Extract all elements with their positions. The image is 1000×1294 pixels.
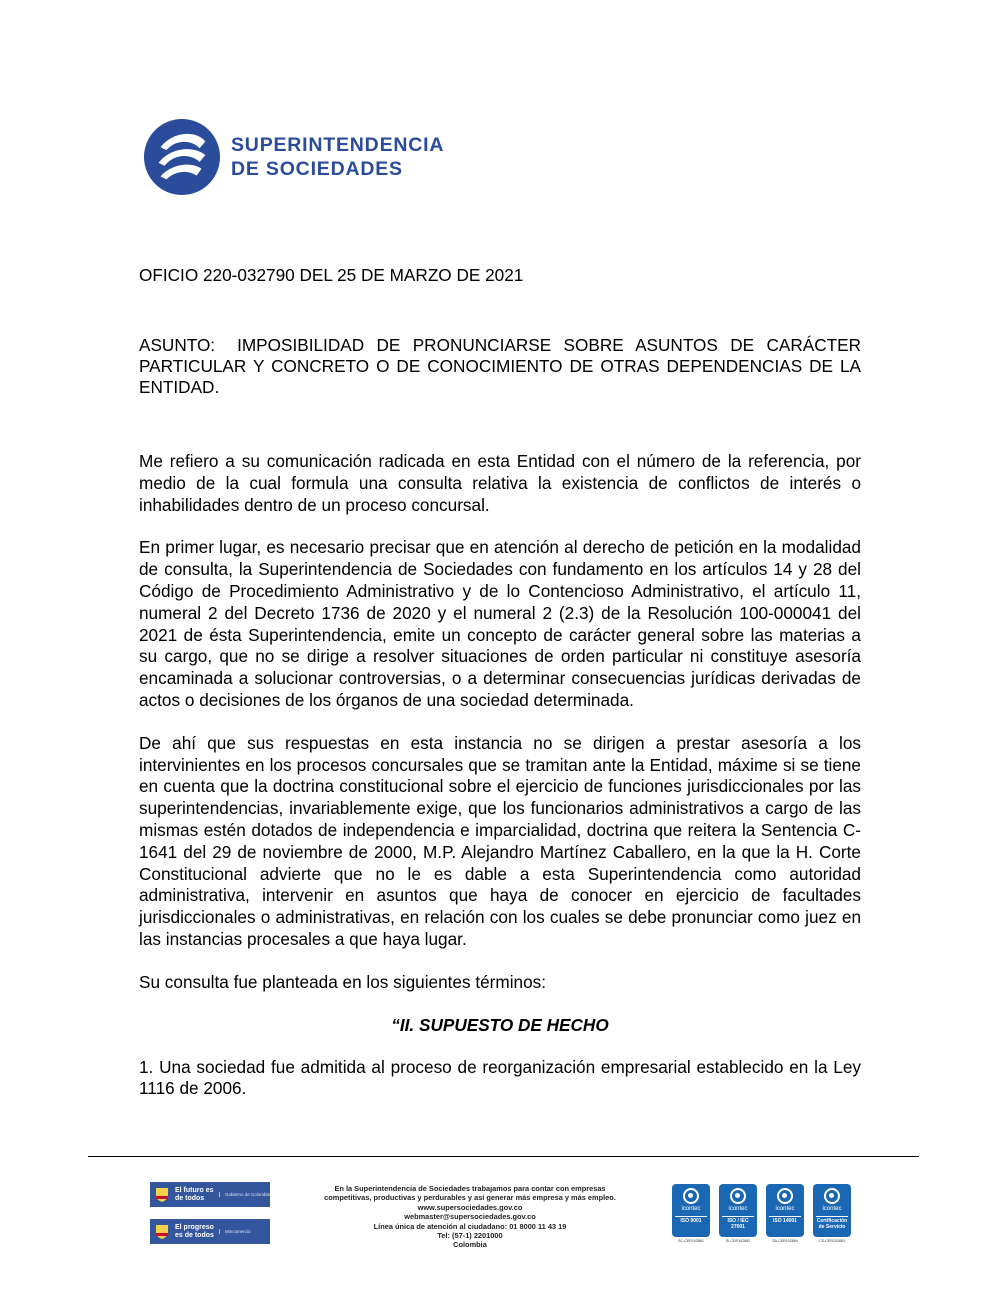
organization-name-line1: SUPERINTENDENCIA [231, 134, 445, 156]
cert-standard: ISO / IEC 27001 [722, 1216, 754, 1230]
document-reference: OFICIO 220-032790 DEL 25 DE MARZO DE 2021 [139, 265, 524, 285]
cert-brand: icontec [822, 1206, 842, 1212]
supersociedades-logo-icon [143, 118, 221, 196]
paragraph: De ahí que sus respuestas en esta instancia no se dirigen a prestar asesoría a los intervinientes en los procesos concursales que se tramitan ante la Entidad, máxime si se tiene en cuenta que la doctrina constitucional sobre el ejercicio de funciones jurisdiccionales por las superintendencias, invariablemente exige, que los funcionarios administrativos a cargo de las mismas estén dotados de independencia e imparcialidad, doctrina que reitera la Sentencia C-1641 del 29 de noviembre de 2000, M.P. Alejandro Martínez Caballero, en la que la H. Corte Constitucional advierte que no le es dable a esta Superintendencia como autoridad administrativa, intervenir en asuntos que haya de conocer en ejercicio de facultades jurisdiccionales o administrativas, en relación con los cuales se debe pronunciar como juez en las instancias procesales a que haya lugar. [139, 732, 861, 949]
section-heading: “II. SUPUESTO DE HECHO [391, 1014, 609, 1035]
organization-logo [143, 118, 444, 196]
cert-code: SA-CER102864 [772, 1239, 798, 1243]
gov-badge-sub: Mincomercio [219, 1229, 251, 1234]
footer-line: Tel: (57-1) 2201000 [437, 1231, 503, 1241]
footer-line: En la Superintendencia de Sociedades trabajamos para contar con empresas [334, 1184, 606, 1193]
gov-badge-futuro [150, 1182, 270, 1207]
cert-brand: icontec [775, 1206, 795, 1212]
gov-badge-main: El progreso es de todos [175, 1224, 214, 1239]
gov-badge-progreso [150, 1219, 270, 1244]
organization-name [231, 133, 444, 181]
footer-contact [280, 1184, 660, 1250]
cert-brand: icontec [728, 1206, 748, 1212]
footer-line: Línea única de atención al ciudadano: 01 8000 11 43 19 [373, 1221, 567, 1231]
cert-badge [671, 1184, 711, 1244]
cert-standard: ISO 14001 [769, 1216, 801, 1225]
cert-standard: ISO 9001 [675, 1216, 707, 1225]
footer-line: Colombia [453, 1240, 487, 1250]
gov-badge-main: El futuro es de todos [175, 1187, 214, 1202]
footer-divider [88, 1156, 919, 1157]
cert-code: CS-CER102863 [819, 1239, 845, 1243]
cert-badge [765, 1184, 805, 1244]
certification-badges [671, 1184, 859, 1244]
paragraph: En primer lugar, es necesario precisar que en atención al derecho de petición en la modalidad de consulta, la Superintendencia de Sociedades con fundamento en los artículos 14 y 28 del Código de Procedimiento Administrativo y de lo Contencioso Administrativo, el artículo 11, numeral 2 del Decreto 1736 de 2020 y el numeral 2 (2.3) de la Resolución 100-000041 del 2021 de ésta Superintendencia, emite un concepto de carácter general sobre las materias a su cargo, que no se dirige a resolver situaciones de orden particular ni constituye asesoría encaminada a solucionar controversias, o a determinar consecuencias jurídicas derivadas de actos o decisiones de los órganos de una sociedad determinada. [139, 537, 861, 710]
colombia-seal-icon [153, 1222, 171, 1242]
icontec-icon [777, 1188, 793, 1204]
document-subject [139, 335, 861, 398]
subject-text: IMPOSIBILIDAD DE PRONUNCIARSE SOBRE ASUNTOS DE CARÁCTER PARTICULAR Y CONCRETO O DE CONOCIMIENTO DE OTRAS DEPENDENCIAS DE LA ENTIDAD. [139, 335, 861, 397]
gov-badge-sub: Gobierno de Colombia [219, 1192, 270, 1197]
subject-label: ASUNTO: [139, 335, 216, 355]
footer-line: competitivas, productivas y perdurables y así generar más empresa y más empleo. [324, 1193, 616, 1203]
cert-badge [812, 1184, 852, 1244]
cert-code: SC-CER102861 [678, 1239, 704, 1243]
footer-website-link[interactable]: www.supersociedades.gov.co [417, 1202, 523, 1212]
cert-code: SI-CER102862 [725, 1239, 751, 1243]
cert-badge [718, 1184, 758, 1244]
footer-email-link[interactable]: webmaster@supersociedades.gov.co [404, 1212, 536, 1222]
icontec-icon [824, 1188, 840, 1204]
numbered-item: 1. Una sociedad fue admitida al proceso de reorganización empresarial establecido en la Ley 1116 de 2006. [139, 1056, 861, 1099]
icontec-icon [730, 1188, 746, 1204]
paragraph: Me refiero a su comunicación radicada en esta Entidad con el número de la referencia, por medio de la cual formula una consulta relativa la existencia de conflictos de interés o inhabilidades dentro de un proceso concursal. [139, 451, 861, 515]
colombia-seal-icon [153, 1185, 171, 1205]
cert-standard: Certificación de Servicio [816, 1218, 848, 1230]
icontec-icon [683, 1188, 699, 1204]
organization-name-line2: DE SOCIEDADES [231, 158, 403, 180]
government-badges [150, 1182, 270, 1256]
letter-body [139, 265, 861, 1121]
cert-brand: icontec [681, 1206, 701, 1212]
paragraph: Su consulta fue planteada en los siguientes términos: [139, 971, 547, 992]
